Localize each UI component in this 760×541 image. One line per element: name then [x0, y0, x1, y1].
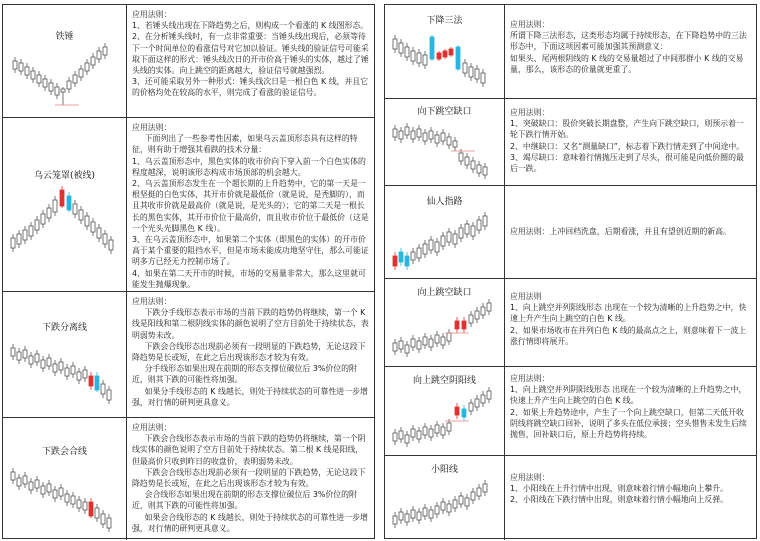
candle-body — [441, 502, 445, 510]
rule-line: 1、若锤头线出现在下降趋势之后，则构成一个看涨的 K 线图形态。 — [132, 21, 369, 31]
candle-body — [411, 510, 415, 518]
rule-line: 下跌会合线形态出现前必须有一段明显的下跌趋势，无论这段下降趋势是长或短，在此之后出现该形态才较为有效。 — [132, 467, 366, 489]
candle-body — [107, 518, 111, 528]
rule-line: 3、竭尽缺口：意味着行情抛压走到了尽头，很可能是向低价圈的最后一跌。 — [510, 152, 744, 174]
candle-body — [462, 321, 466, 329]
rule-heading: 应用法则： — [132, 297, 172, 306]
candle-body — [97, 51, 101, 59]
candle-body — [405, 256, 409, 266]
candle-body — [453, 141, 457, 147]
candle-body — [35, 354, 39, 362]
candle-body — [449, 49, 453, 55]
candle-body — [91, 222, 95, 232]
candle-body — [405, 127, 409, 135]
candle-body — [13, 61, 17, 69]
candle-body — [49, 83, 53, 91]
candle-body — [53, 200, 57, 212]
candle-body — [429, 131, 433, 139]
pattern-cell — [3, 418, 127, 540]
candle-body — [469, 403, 473, 411]
rule-text — [505, 279, 756, 366]
candle-body — [423, 244, 427, 254]
candle-body — [465, 224, 469, 234]
candle-body — [481, 307, 485, 315]
candle-body — [456, 47, 460, 69]
falling-three-chart — [389, 25, 501, 95]
candle-body — [71, 366, 75, 374]
candle-body — [481, 395, 485, 403]
rule-text — [127, 418, 374, 540]
candle-body — [447, 423, 451, 431]
candle-body — [459, 496, 463, 504]
pattern-cell — [385, 5, 505, 98]
candle-body — [441, 133, 445, 141]
rule-line: 如果会合线形态的 K 线越长，则处于持续状态的可靠性进一步增强，对行情的研判更具意义。 — [132, 512, 368, 533]
table-row-gap-down — [385, 98, 756, 185]
candle-body — [477, 165, 481, 173]
candle-body — [89, 502, 93, 516]
table-row-falling-three — [385, 5, 756, 98]
candle-body — [35, 220, 39, 230]
rule-line: 所谓下降三法形态，这类形态均属于持续形态，在下降趋势中的三法形态中，下面这项因素可能加强其预测意义： — [510, 31, 747, 52]
candle-body — [17, 352, 21, 360]
candle-body — [79, 210, 83, 220]
table-row-gap-up — [385, 278, 756, 366]
candle-body — [41, 214, 45, 224]
rule-line: 2、如果市场收市在并列白色 K 线的最高点之上，则意味着下一波上涨行情即将展开。 — [510, 325, 747, 346]
table-row-dark-cloud — [3, 117, 374, 291]
candle-body — [477, 220, 481, 230]
candle-body — [67, 81, 71, 89]
candle-body — [23, 350, 27, 358]
gap-up-yin-yang-chart — [389, 385, 501, 451]
candle-body — [77, 372, 81, 380]
rule-text — [505, 456, 756, 540]
candle-body — [459, 153, 463, 161]
candle-body — [399, 341, 403, 349]
candle-body — [95, 508, 99, 518]
candle-body — [443, 51, 447, 57]
candle-body — [447, 504, 451, 512]
rule-line: 分手线形态如果出现在前期的形态支撑位破位后 3%价位的附近，则其下跌的可能性将加强。 — [132, 364, 357, 385]
table-row-gap-up-yin-yang — [385, 366, 756, 455]
table-row-bearish-meeting — [3, 417, 374, 540]
candle-body — [103, 47, 107, 55]
candle-body — [83, 502, 87, 510]
candle-body — [453, 234, 457, 244]
candle-body — [91, 57, 95, 65]
candle-body — [101, 384, 105, 394]
pattern-name: 向下跳空缺口 — [417, 107, 472, 117]
candle-body — [483, 484, 487, 492]
candle-body — [417, 53, 421, 63]
candle-body — [453, 500, 457, 508]
candle-body — [411, 51, 415, 61]
rule-line: 下跌会合线形态表示市场的当前下跌的趋势仍将继续，第一个阴线实体的颜色说明了空方目前处于持续状态。第二根 K 线是阳线，但最高价只收到昨日的收盘价，表明弱势未改。 — [132, 434, 366, 466]
candle-body — [47, 484, 51, 492]
candle-body — [399, 131, 403, 139]
dark-cloud-chart — [7, 182, 123, 262]
right-table — [384, 4, 757, 539]
candle-body — [399, 252, 403, 262]
rule-text — [505, 5, 756, 98]
candle-body — [429, 510, 433, 518]
candle-body — [41, 486, 45, 494]
candle-body — [465, 157, 469, 165]
candle-body — [109, 240, 113, 250]
candle-body — [31, 71, 35, 79]
candle-body — [85, 216, 89, 226]
candle-body — [77, 500, 81, 508]
rule-line: 下面列出了一些参考性因素，如果乌云盖顶形态具有这样的特征，则有助于增强其看跌的技术分量： — [132, 134, 358, 155]
candle-body — [19, 63, 23, 71]
candle-body — [399, 431, 403, 439]
pattern-name: 铁锤 — [55, 32, 74, 42]
rule-line: 2、小阳线在下跌行情中出现，则意味着行情小幅地向上反弹。 — [510, 495, 729, 505]
rule-text — [127, 292, 374, 417]
candle-body — [411, 131, 415, 139]
rule-heading: 应用法则： — [510, 473, 550, 482]
pattern-name: 乌云笼罩(被线) — [33, 171, 96, 181]
candle-body — [437, 53, 441, 59]
candle-body — [17, 478, 21, 486]
candle-body — [423, 337, 427, 345]
candle-body — [447, 333, 451, 341]
pattern-name: 下跌会合线 — [41, 447, 87, 457]
candle-body — [59, 488, 63, 496]
pattern-name: 下降三法 — [426, 16, 463, 26]
candle-body — [441, 236, 445, 246]
hammer-chart — [7, 41, 123, 109]
candle-body — [399, 43, 403, 53]
candle-body — [393, 343, 397, 351]
rule-line: 应用法则：上冲回档洗盘，后期看涨，并且有望创近期的新高。 — [510, 227, 731, 236]
candle-body — [65, 368, 69, 376]
gap-down-chart — [389, 117, 501, 183]
candle-body — [83, 370, 87, 378]
rule-text — [505, 186, 756, 278]
candle-body — [475, 311, 479, 319]
candle-body — [85, 63, 89, 71]
table-row-bearish-separating — [3, 291, 374, 417]
candle-body — [399, 512, 403, 520]
pattern-cell — [385, 279, 505, 366]
separating-chart — [7, 334, 123, 412]
pattern-cell — [3, 292, 127, 417]
pattern-cell — [385, 186, 505, 278]
candle-body — [435, 135, 439, 143]
candle-body — [423, 508, 427, 516]
rule-heading: 应用法则： — [510, 374, 550, 383]
candle-body — [101, 514, 105, 524]
candle-body — [435, 335, 439, 343]
pattern-name: 下跌分离线 — [41, 323, 87, 333]
candle-body — [405, 47, 409, 57]
candle-body — [429, 429, 433, 437]
candle-body — [53, 490, 57, 498]
candle-body — [89, 376, 93, 386]
candle-body — [417, 248, 421, 258]
rule-line: 1、小阳线在上升行情中出现，则意味着行情小幅地向上攀升。 — [510, 484, 729, 494]
candle-body — [481, 73, 485, 83]
small-yang-chart — [389, 474, 501, 536]
rule-heading: 应用法则： — [132, 423, 172, 432]
candle-body — [429, 240, 433, 250]
candle-body — [471, 161, 475, 169]
candle-body — [487, 303, 491, 311]
rule-text — [127, 118, 374, 291]
candle-body — [417, 512, 421, 520]
rule-line: 2、如果上升趋势途中，产生了一个向上跳空缺口，但第二天低开收阴线将跳空缺口回补，说明了多头在低位承接；空头惜售未发生后续抛售，回补缺口后，原上升趋势将持续。 — [510, 407, 747, 440]
rule-line: 1、向上跳空并列阳线形态 出现在一个较为清晰的上升趋势之中，快速上升产生向上跳空的白色 K 线。 — [510, 303, 747, 324]
candle-body — [65, 494, 69, 502]
pattern-cell — [385, 367, 505, 455]
rule-text — [505, 367, 756, 455]
rule-line: 会合线形态如果出现在前期的形态支撑位破位后 3%价位的附近，则其下跌的可能性将加强。 — [132, 490, 357, 511]
pattern-name: 小阳线 — [430, 465, 458, 475]
candle-body — [23, 230, 27, 240]
candle-body — [430, 37, 434, 59]
candle-body — [435, 506, 439, 514]
candle-body — [393, 39, 397, 49]
candle-body — [17, 234, 21, 244]
rule-line: 3、还可能采取另外一种形式：锤头线次日是一根白色 K 线，并且它的价格均处在较高的水平，则完成了看涨的验证信号。 — [132, 77, 369, 98]
rule-heading: 应用法则： — [510, 20, 550, 29]
gap-up-chart — [389, 297, 501, 363]
candle-body — [107, 390, 111, 400]
pattern-name: 向上跳空阴阳线 — [412, 376, 476, 386]
candle-body — [441, 427, 445, 435]
rule-line: 1、乌云盖顶形态中，黑色实体的收市价向下穿入前一个白色实体的程度越深，说明该形态构成市场顶部的机会越大。 — [132, 156, 366, 177]
candle-body — [393, 129, 397, 137]
rule-line: 2、中继缺口：又名“测量缺口”，标志着下跌行情走到了中间途中。 — [510, 141, 745, 151]
candle-body — [37, 75, 41, 83]
candle-body — [423, 55, 427, 65]
table-row-small-yang — [385, 455, 756, 540]
candle-body — [29, 482, 33, 490]
immortal-guide-chart — [389, 208, 501, 276]
candle-body — [47, 358, 51, 366]
candle-body — [59, 362, 63, 370]
rule-heading: 应用法则： — [132, 10, 172, 19]
rule-line: 1、向上跳空并列阴阳线形态 出现在一个较为清晰的上升趋势之中，快速上升产生向上跳空的白色 K 线。 — [510, 385, 747, 406]
pattern-cell — [385, 456, 505, 540]
candle-body — [469, 67, 473, 77]
candle-body — [11, 472, 15, 480]
candle-body — [411, 339, 415, 347]
table-row-immortal-guide — [385, 185, 756, 278]
candle-body — [471, 492, 475, 500]
candle-body — [41, 360, 45, 368]
candle-body — [73, 75, 77, 83]
pattern-name: 向上跳空缺口 — [417, 288, 472, 298]
candle-body — [29, 226, 33, 236]
rule-line: 3、在乌云盖顶形态中，如果第二个实体（即黑色的实体）的开市价高于某个重要的阻挡水平，但是市场未能成功地坚守住，那么可能证明多方已经无力控制市场了。 — [132, 235, 369, 267]
candle-body — [95, 376, 99, 390]
candle-body — [471, 226, 475, 236]
meeting-chart — [7, 458, 123, 536]
pattern-name: 仙人指路 — [426, 197, 463, 207]
rule-line: 下跌分手线形态表示市场的当前下跌的趋势仍将继续，第一个 K 线是阳线和第二根阴线实体的颜色说明了空方目前处于持续状态，表明弱势未改。 — [132, 308, 369, 340]
candle-body — [417, 341, 421, 349]
candle-body — [462, 409, 466, 417]
candle-body — [459, 228, 463, 238]
candle-body — [43, 79, 47, 87]
candle-body — [393, 256, 397, 266]
candle-body — [441, 337, 445, 345]
table-row-hammer — [3, 5, 374, 117]
candle-body — [55, 87, 59, 95]
candle-body — [393, 516, 397, 524]
candle-body — [79, 69, 83, 77]
rule-heading: 应用法则： — [132, 123, 172, 132]
rule-line: 4、如果在第二天开市的时候，市场的交易量非常大，那么这里就可能发生抛爆现象。 — [132, 268, 366, 289]
candle-body — [429, 339, 433, 347]
candle-body — [47, 208, 51, 218]
candle-body — [411, 252, 415, 260]
candle-body — [67, 196, 71, 210]
pattern-cell — [3, 118, 127, 291]
candle-body — [477, 488, 481, 496]
candle-body — [435, 425, 439, 433]
left-table — [2, 4, 375, 539]
candle-body — [423, 133, 427, 141]
candle-body — [97, 228, 101, 238]
candle-body — [417, 431, 421, 439]
rule-line: 下跌会合线形态出现前必须有一段明显的下跌趋势，无论这段下降趋势是长或短，在此之后出现该形态才较为有效。 — [132, 341, 366, 363]
candle-body — [463, 63, 467, 73]
rule-heading: 应用法则 — [510, 292, 542, 301]
candle-body — [35, 480, 39, 488]
candle-body — [483, 167, 487, 175]
candle-body — [435, 242, 439, 252]
candle-body — [417, 129, 421, 137]
candle-body — [73, 204, 77, 214]
candle-body — [405, 345, 409, 353]
candle-body — [71, 496, 75, 504]
rule-line: 2、乌云盖顶形态发生在一个超长期的上升趋势中，它的第一天是一根坚挺的白色实体，其开市价就是最低价（就是说，是秃脚的），而且其收市价就是最高价（就是说，是光头的）；它的第二天是一根长长的黑色实体，其开市价位于最高价，而且收市价位于最低价（这是一个光头光脚黑色 K 线）。 — [132, 179, 369, 233]
candle-body — [465, 498, 469, 506]
candle-body — [60, 190, 64, 206]
pattern-cell — [3, 5, 127, 117]
candle-body — [405, 435, 409, 443]
rule-line: 2、在分析锤头线时，有一点非常重要：当锤头线出现后，必须等待下一个时间单位的看涨信号对它加以验证。锤头线的验证信号可能采取下面这样的形式：锤头线次日的开市价高于锤头的实体，越过了锤头线的实体。向上跳空的距离越大，验证信号就越强烈。 — [132, 32, 369, 76]
candle-body — [455, 407, 459, 415]
candle-body — [25, 67, 29, 75]
candle-body — [475, 399, 479, 407]
candle-body — [455, 321, 459, 329]
rule-text — [505, 99, 756, 185]
candle-body — [53, 364, 57, 372]
candle-body — [475, 69, 479, 79]
rule-line: 如果头、尾两根阴线的 K 线的交易量超过了中间那群小 K 线的交易量，那么，该形态的价量就更重了。 — [510, 53, 744, 74]
candle-body — [393, 433, 397, 441]
pattern-cell — [385, 99, 505, 185]
candle-body — [423, 427, 427, 435]
rule-text — [127, 5, 374, 117]
candle-body — [61, 89, 65, 92]
candle-body — [11, 238, 15, 248]
candle-body — [23, 476, 27, 484]
candle-body — [447, 137, 451, 145]
candle-body — [483, 216, 487, 226]
candle-body — [469, 315, 473, 323]
candle-body — [29, 356, 33, 364]
rule-line: 如果分手线形态的 K 线越长，则处于持续状态的可靠性进一步增强，对行情的研判更具意义。 — [132, 386, 368, 407]
candle-body — [11, 348, 15, 356]
candle-body — [411, 429, 415, 437]
candle-body — [447, 232, 451, 242]
candle-body — [405, 514, 409, 522]
candle-body — [103, 234, 107, 244]
rule-line: 1、突破缺口：股价突破长期盘整，产生向下跳空缺口，则预示着一轮下跌行情开始。 — [510, 119, 744, 140]
candle-body — [487, 391, 491, 399]
rule-heading: 应用法则： — [510, 108, 550, 117]
